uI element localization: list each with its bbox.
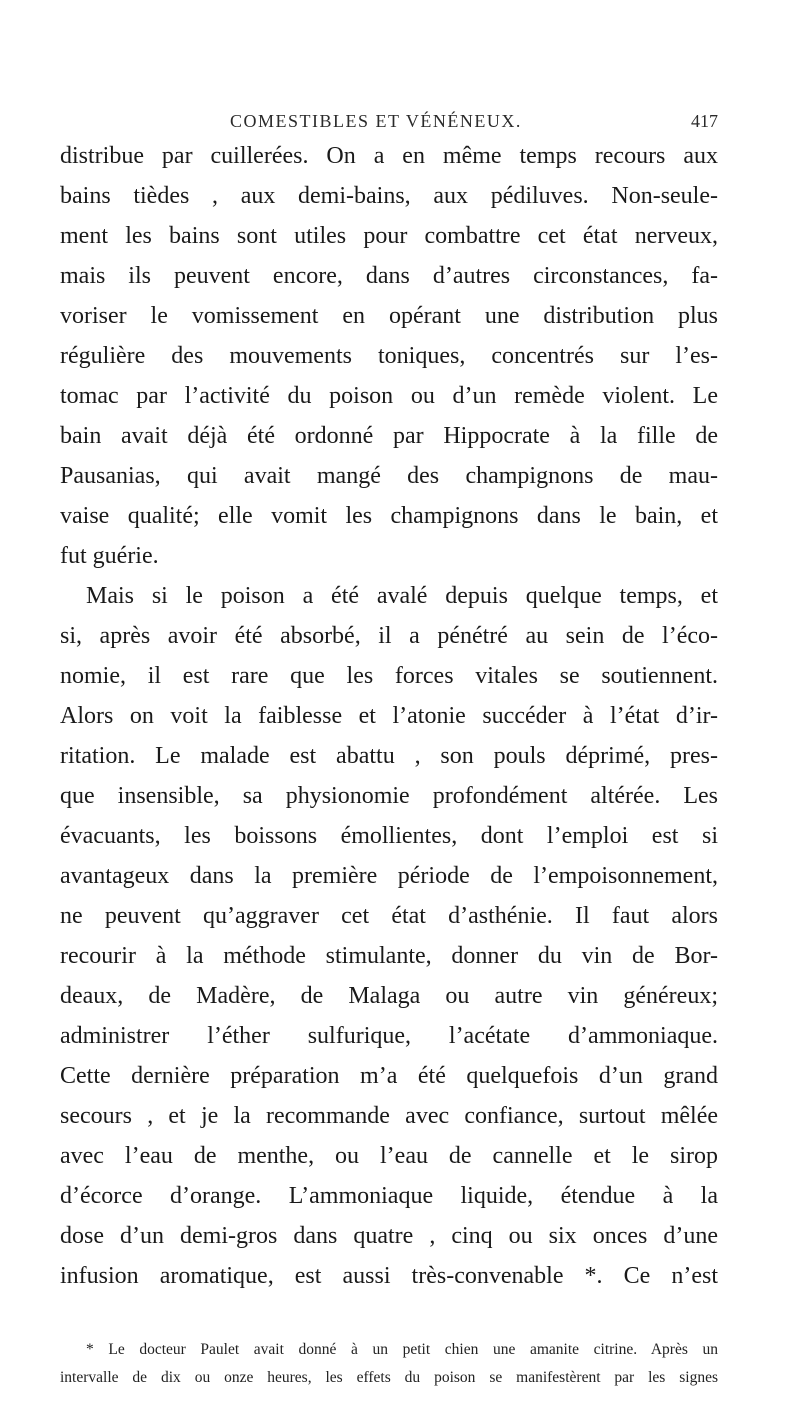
text-line: dose d’un demi-gros dans quatre , cinq ou six onces d’une bbox=[60, 1223, 718, 1249]
text-line: distribue par cuillerées. On a en même temps recours aux bbox=[60, 143, 718, 169]
text-line: fut guérie. bbox=[60, 543, 159, 569]
text-line: administrer l’éther sulfurique, l’acétate d’ammoniaque. bbox=[60, 1023, 718, 1049]
text-line: ritation. Le malade est abattu , son pouls déprimé, pres- bbox=[60, 743, 718, 769]
text-line: que insensible, sa physionomie profondément altérée. Les bbox=[60, 783, 718, 809]
footnote-line: intervalle de dix ou onze heures, les effets du poison se manifestèrent par les signes bbox=[60, 1369, 718, 1386]
running-head bbox=[60, 109, 718, 133]
running-title: COMESTIBLES ET VÉNÉNEUX. bbox=[230, 111, 522, 131]
text-line: secours , et je la recommande avec confiance, surtout mêlée bbox=[60, 1103, 718, 1129]
text-line: vaise qualité; elle vomit les champignons dans le bain, et bbox=[60, 503, 718, 529]
text-line: nomie, il est rare que les forces vitales se soutiennent. bbox=[60, 663, 718, 689]
body-text bbox=[60, 136, 718, 1296]
text-line: voriser le vomissement en opérant une distribution plus bbox=[60, 303, 718, 329]
text-line: deaux, de Madère, de Malaga ou autre vin généreux; bbox=[60, 983, 718, 1009]
text-line: Alors on voit la faiblesse et l’atonie succéder à l’état d’ir- bbox=[60, 703, 718, 729]
text-line: si, après avoir été absorbé, il a pénétré au sein de l’éco- bbox=[60, 623, 718, 649]
text-line: Mais si le poison a été avalé depuis quelque temps, et bbox=[86, 583, 718, 609]
text-line: avec l’eau de menthe, ou l’eau de cannelle et le sirop bbox=[60, 1143, 718, 1169]
text-line: bains tièdes , aux demi-bains, aux pédiluves. Non-seule- bbox=[60, 183, 718, 209]
text-line: Cette dernière préparation m’a été quelquefois d’un grand bbox=[60, 1063, 718, 1089]
footnotes bbox=[60, 1336, 718, 1392]
footnote-line: * Le docteur Paulet avait donné à un petit chien une amanite citrine. Après un bbox=[86, 1341, 718, 1358]
text-line: mais ils peuvent encore, dans d’autres circonstances, fa- bbox=[60, 263, 718, 289]
page-number: 417 bbox=[691, 111, 718, 131]
text-line: régulière des mouvements toniques, concentrés sur l’es- bbox=[60, 343, 718, 369]
text-line: bain avait déjà été ordonné par Hippocrate à la fille de bbox=[60, 423, 718, 449]
text-line: Pausanias, qui avait mangé des champignons de mau- bbox=[60, 463, 718, 489]
text-line: ne peuvent qu’aggraver cet état d’asthénie. Il faut alors bbox=[60, 903, 718, 929]
text-line: tomac par l’activité du poison ou d’un remède violent. Le bbox=[60, 383, 718, 409]
text-line: avantageux dans la première période de l’empoisonnement, bbox=[60, 863, 718, 889]
text-line: évacuants, les boissons émollientes, dont l’emploi est si bbox=[60, 823, 718, 849]
text-line: ment les bains sont utiles pour combattre cet état nerveux, bbox=[60, 223, 718, 249]
text-line: recourir à la méthode stimulante, donner du vin de Bor- bbox=[60, 943, 718, 969]
text-line: infusion aromatique, est aussi très-convenable *. Ce n’est bbox=[60, 1263, 718, 1289]
text-line: d’écorce d’orange. L’ammoniaque liquide, étendue à la bbox=[60, 1183, 718, 1209]
